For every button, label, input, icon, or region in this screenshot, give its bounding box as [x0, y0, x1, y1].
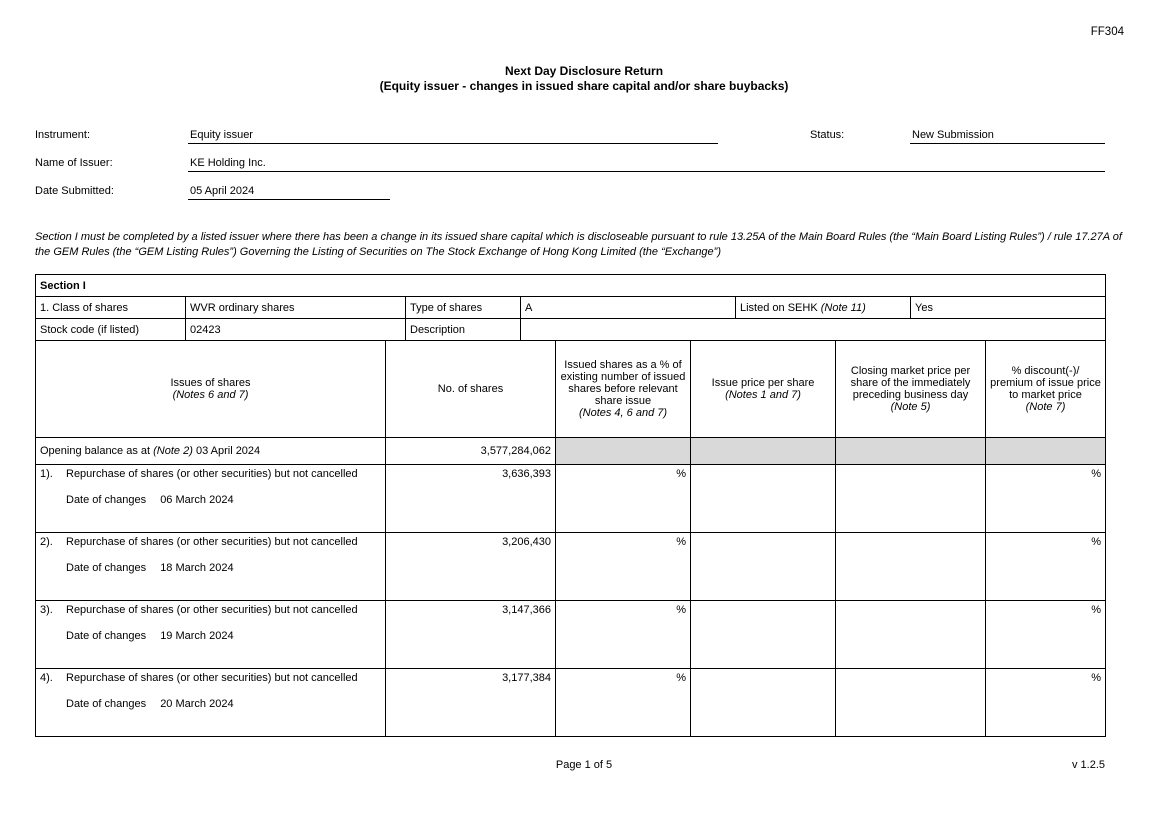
footer [0, 759, 1168, 771]
pct-existing-cell: % [556, 601, 691, 669]
col-header-closing-price-main: Closing market price per share of the immediately preceding business day [850, 365, 971, 401]
listed-on-sehk-value: Yes [911, 297, 1106, 319]
no-of-shares-cell: 3,177,384 [386, 669, 556, 737]
share-change-row-2 [36, 533, 1106, 601]
date-submitted-label: Date Submitted: [35, 185, 114, 197]
no-of-shares-cell: 3,206,430 [386, 533, 556, 601]
section1-info-table [35, 274, 1106, 341]
col-header-issued-pct-note: (Notes 4, 6 and 7) [578, 407, 668, 419]
col-header-issues-of-shares [36, 341, 386, 438]
date-of-changes-label: Date of changes [66, 630, 147, 642]
date-submitted-field: 05 April 2024 [188, 185, 390, 200]
col-header-discount-note: (Note 7) [1025, 401, 1066, 413]
class-of-shares-label: 1. Class of shares [36, 297, 186, 319]
change-description-cell [36, 669, 386, 737]
shaded-cell [691, 438, 836, 465]
issue-price-cell [691, 669, 836, 737]
date-of-changes-value: 18 March 2024 [160, 562, 234, 574]
opening-balance-shares: 3,577,284,062 [386, 438, 556, 465]
status-field: New Submission [910, 129, 1105, 144]
listed-on-sehk-label [736, 297, 911, 319]
section1-heading-row [36, 275, 1106, 297]
opening-balance-date: 03 April 2024 [192, 445, 261, 457]
row-description: Repurchase of shares (or other securities) but not cancelled [66, 604, 358, 616]
description-label: Description [406, 319, 521, 341]
shaded-cell [836, 438, 986, 465]
page-subtitle: (Equity issuer - changes in issued share capital and/or share buybacks) [379, 79, 789, 93]
row-description: Repurchase of shares (or other securities) but not cancelled [66, 468, 358, 480]
opening-balance-prefix: Opening balance as at [40, 445, 154, 457]
row-number: 2). [40, 536, 53, 548]
shaded-cell [986, 438, 1106, 465]
no-of-shares-cell: 3,147,366 [386, 601, 556, 669]
closing-price-cell [836, 533, 986, 601]
no-of-shares-cell: 3,636,393 [386, 465, 556, 533]
share-change-row-4 [36, 669, 1106, 737]
stock-code-label: Stock code (if listed) [36, 319, 186, 341]
col-header-issued-shares-pct [556, 341, 691, 438]
section1-instructions: Section I must be completed by a listed issuer where there has been a change in its issued share capital which is discloseable pursuant to rule 13.25A of the Main Board Rules (the “Main Board Listing Rules”) / rule 17.27A of the GEM Rules (the “GEM Listing Rules”) Governing the Listing of Securities on The Stock Exchange of Hong Kong Limited (the “Exchange”) [35, 231, 1122, 258]
pct-discount-cell: % [986, 465, 1106, 533]
change-description-cell [36, 465, 386, 533]
pct-existing-cell: % [556, 533, 691, 601]
row-number: 3). [40, 604, 53, 616]
type-of-shares-label: Type of shares [406, 297, 521, 319]
col-header-no-of-shares: No. of shares [386, 341, 556, 438]
class-of-shares-row [36, 297, 1106, 319]
issue-price-cell [691, 533, 836, 601]
version-label: v 1.2.5 [1071, 759, 1105, 771]
date-of-changes-label: Date of changes [66, 494, 147, 506]
stock-code-row [36, 319, 1106, 341]
closing-price-cell [836, 465, 986, 533]
date-of-changes-label: Date of changes [66, 562, 147, 574]
issuer-label: Name of Issuer: [35, 157, 113, 169]
closing-price-cell [836, 601, 986, 669]
share-change-row-3 [36, 601, 1106, 669]
row-description: Repurchase of shares (or other securities) but not cancelled [66, 536, 358, 548]
col-header-issues-note: (Notes 6 and 7) [172, 389, 249, 401]
col-header-issues-main: Issues of shares [170, 377, 251, 389]
page-indicator: Page 1 of 5 [555, 759, 613, 771]
change-description-cell [36, 533, 386, 601]
instrument-row [35, 116, 1133, 144]
col-header-closing-price [836, 341, 986, 438]
listed-on-sehk-note: (Note 11) [820, 301, 866, 314]
pct-discount-cell: % [986, 669, 1106, 737]
share-changes-table [35, 340, 1106, 737]
row-description: Repurchase of shares (or other securities) but not cancelled [66, 672, 358, 684]
col-header-closing-price-note: (Note 5) [890, 401, 931, 413]
change-description-cell [36, 601, 386, 669]
issuer-field: KE Holding Inc. [188, 157, 1105, 172]
date-of-changes-value: 06 March 2024 [160, 494, 234, 506]
type-of-shares-value: A [521, 297, 736, 319]
col-header-issue-price-note: (Notes 1 and 7) [725, 389, 801, 401]
title-block [0, 0, 1168, 94]
issuer-row [35, 144, 1133, 172]
status-label: Status: [810, 129, 845, 141]
col-header-issued-pct-main: Issued shares as a % of existing number of issued shares before relevant share issue [560, 359, 686, 407]
issue-price-cell [691, 465, 836, 533]
description-value [521, 319, 1106, 341]
date-of-changes-value: 19 March 2024 [160, 630, 234, 642]
date-of-changes-label: Date of changes [66, 698, 147, 710]
opening-balance-note: (Note 2) [153, 445, 193, 457]
listed-on-sehk-text: Listed on SEHK [740, 301, 821, 314]
header-fields [35, 116, 1133, 200]
class-of-shares-value: WVR ordinary shares [186, 297, 406, 319]
issue-price-cell [691, 601, 836, 669]
stock-code-value: 02423 [186, 319, 406, 341]
col-header-issue-price [691, 341, 836, 438]
date-submitted-row [35, 172, 1133, 200]
date-of-changes-value: 20 March 2024 [160, 698, 234, 710]
shaded-cell [556, 438, 691, 465]
share-change-row-1 [36, 465, 1106, 533]
col-header-discount-premium [986, 341, 1106, 438]
pct-existing-cell: % [556, 465, 691, 533]
pct-existing-cell: % [556, 669, 691, 737]
opening-balance-row [36, 438, 1106, 465]
page-title: Next Day Disclosure Return [504, 64, 664, 78]
row-number: 4). [40, 672, 53, 684]
opening-balance-label [36, 438, 386, 465]
form-code: FF304 [1090, 26, 1124, 38]
pct-discount-cell: % [986, 601, 1106, 669]
table-header-row [36, 341, 1106, 438]
instrument-label: Instrument: [35, 129, 91, 141]
row-number: 1). [40, 468, 53, 480]
instrument-field: Equity issuer [188, 129, 718, 144]
section1-heading: Section I [36, 275, 1106, 297]
pct-discount-cell: % [986, 533, 1106, 601]
closing-price-cell [836, 669, 986, 737]
col-header-discount-main: % discount(-)/ premium of issue price to market price [990, 365, 1101, 401]
col-header-issue-price-main: Issue price per share [711, 377, 815, 389]
